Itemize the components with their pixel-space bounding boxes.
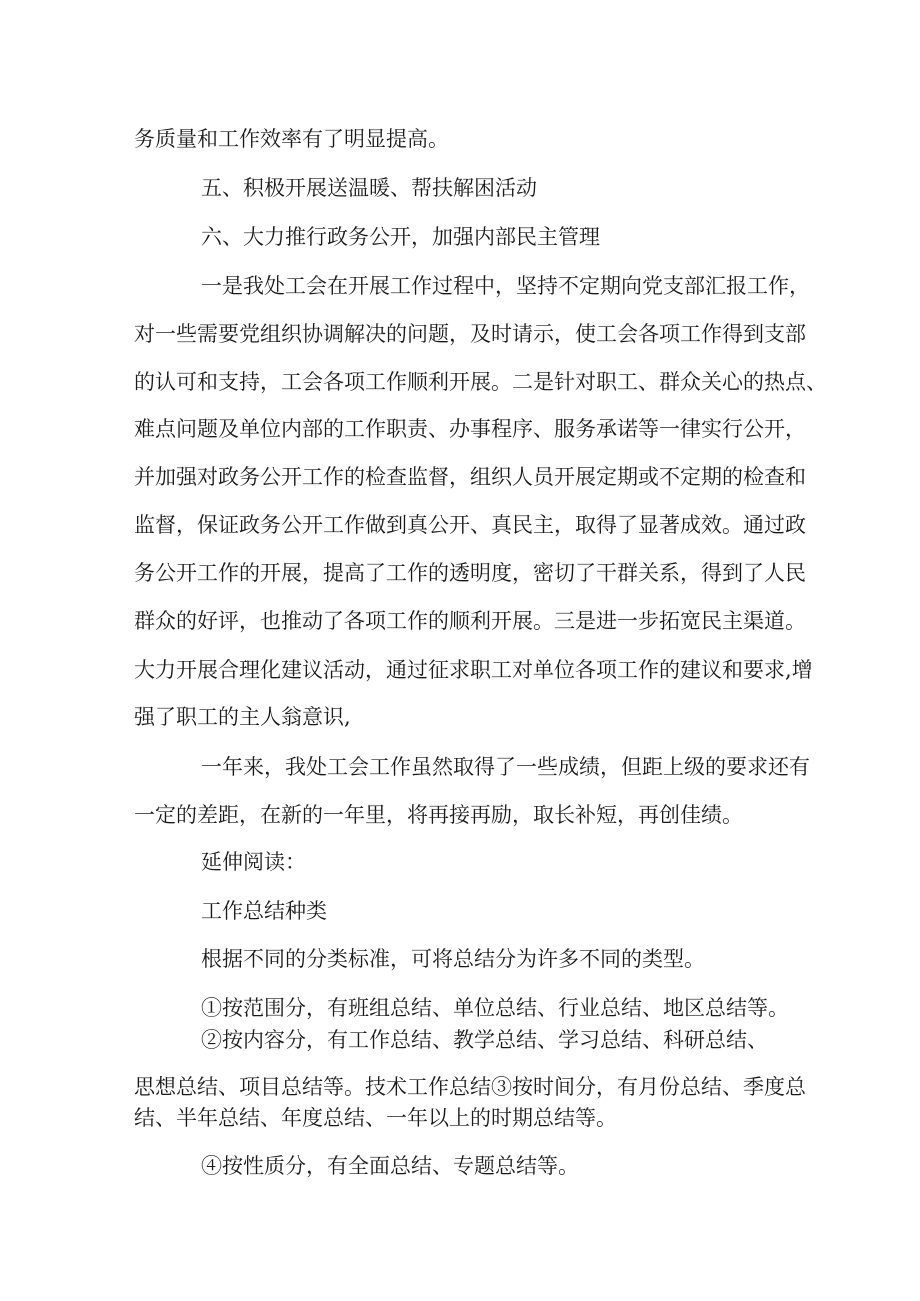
- paragraph-line: 对一些需要党组织协调解决的问题，及时请示，使工会各项工作得到支部: [134, 322, 806, 346]
- paragraph-line: 思想总结、项目总结等。技术工作总结③按时间分，有月份总结、季度总: [134, 1075, 806, 1099]
- section-heading: 六、大力推行政务公开，加强内部民主管理: [201, 225, 600, 249]
- paragraph-line: 群众的好评，也推动了各项工作的顺利开展。三是进一步拓宽民主渠道。: [134, 609, 806, 633]
- paragraph-line: 大力开展合理化建议活动，通过征求职工对单位各项工作的建议和要求,增: [134, 658, 813, 682]
- list-item: ④按性质分，有全面总结、专题总结等。: [201, 1154, 579, 1178]
- list-item: ②按内容分，有工作总结、教学总结、学习总结、科研总结、: [201, 1028, 768, 1052]
- paragraph-line: 根据不同的分类标准，可将总结分为许多不同的类型。: [201, 947, 705, 971]
- paragraph-line: 务质量和工作效率有了明显提高。: [134, 127, 449, 151]
- paragraph-line: 强了职工的主人翁意识,: [134, 705, 351, 729]
- paragraph-line: 一定的差距，在新的一年里，将再接再励，取长补短，再创佳绩。: [134, 803, 743, 827]
- section-heading: 工作总结种类: [201, 899, 327, 923]
- section-heading: 五、积极开展送温暖、帮扶解困活动: [201, 176, 537, 200]
- paragraph-line: 务公开工作的开展，提高了工作的透明度，密切了干群关系，得到了人民: [134, 561, 806, 585]
- paragraph-line: 的认可和支持，工会各项工作顺利开展。二是针对职工、群众关心的热点、: [134, 370, 827, 394]
- paragraph-line: 并加强对政务公开工作的检查监督，组织人员开展定期或不定期的检查和: [134, 465, 806, 489]
- list-item: ①按范围分，有班组总结、单位总结、行业总结、地区总结等。: [201, 996, 789, 1020]
- paragraph-line: 监督，保证政务公开工作做到真公开、真民主，取得了显著成效。通过政: [134, 513, 806, 537]
- paragraph-line: 一年来，我处工会工作虽然取得了一些成绩，但距上级的要求还有: [201, 755, 810, 779]
- section-heading: 延伸阅读：: [201, 850, 306, 874]
- paragraph-line: 难点问题及单位内部的工作职责、办事程序、服务承诺等一律实行公开，: [134, 417, 806, 441]
- paragraph-line: 一是我处工会在开展工作过程中，坚持不定期向党支部汇报工作，: [201, 274, 810, 298]
- paragraph-line: 结、半年总结、年度总结、一年以上的时期总结等。: [134, 1106, 617, 1130]
